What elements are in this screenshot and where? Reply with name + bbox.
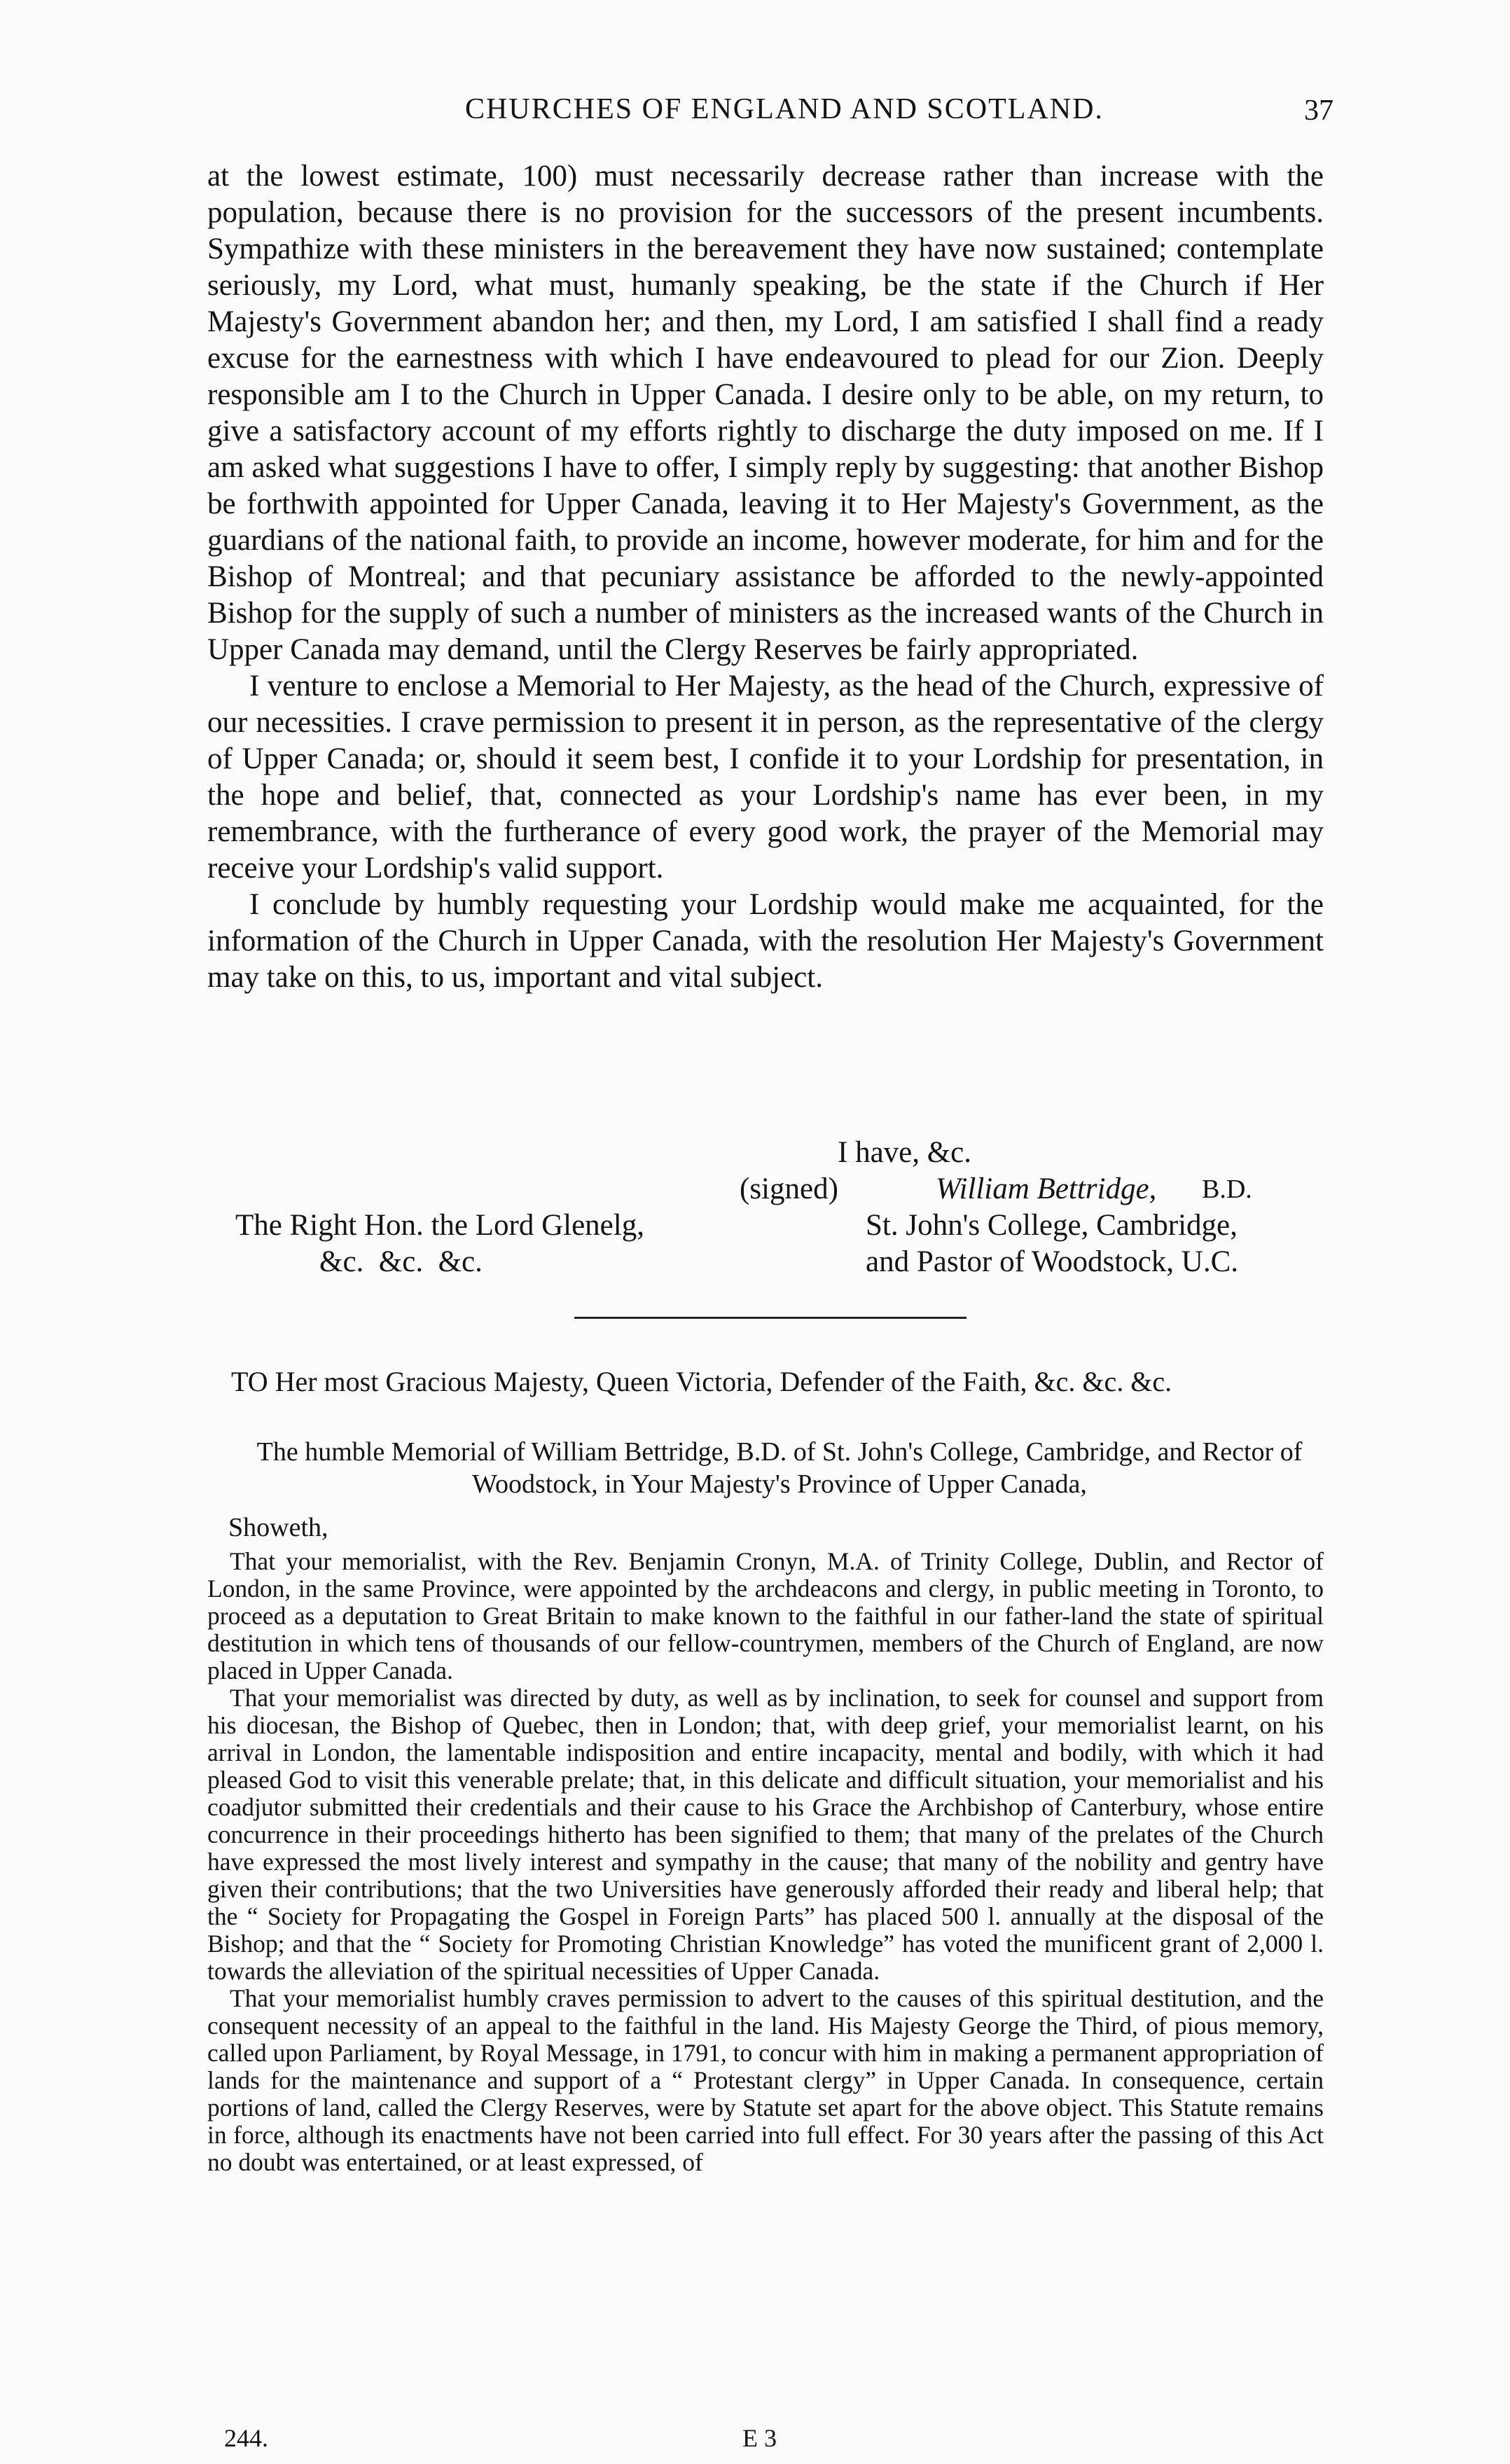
letter-paragraph: I venture to enclose a Memorial to Her Majesty, as the head of the Church, expressive of our necessities. I crave permission to present it in person, as the representative of the clergy of Upper Canada; or, should it seem best, I confide it to your Lordship for presentation, in the hope and belief, that, connected as your Lordship's name has ever been, in my remembrance, with the furtherance of every good work, the prayer of the Memorial may receive your Lordship's valid support.	[207, 670, 1324, 885]
page-number: 37	[1304, 95, 1334, 127]
memorial-paragraph: That your memorialist humbly craves permission to advert to the causes of this spiritual destitution, and the consequent necessity of an appeal to the faithful in the land. His Majesty George the Third, of pious memory, called upon Parliament, by Royal Message, in 1791, to concur with him in making a permanent appropriation of lands for the maintenance and support of a “ Protestant clergy” in Upper Canada. In consequence, certain portions of land, called the Clergy Reserves, were by Statute set apart for the above object. This Statute remains in force, although its enactments have not been carried into full effect. For 30 years after the passing of this Act no doubt was entertained, or at least expressed, of	[207, 1984, 1324, 2176]
signatory-degree: B.D.	[1202, 1175, 1252, 1204]
memorial-paragraph: That your memorialist, with the Rev. Benjamin Cronyn, M.A. of Trinity College, Dublin, and Rector of London, in the same Province, were appointed by the archdeacons and clergy, in public meeting in Toronto, to proceed as a deputation to Great Britain to make known to the faithful in our father-land the state of spiritual destitution in which tens of thousands of our fellow-countrymen, members of the Church of England, are now placed in Upper Canada.	[207, 1547, 1324, 1684]
addressee: The Right Hon. the Lord Glenelg,	[235, 1209, 644, 1242]
page-footer	[0, 2423, 1510, 2458]
letter-paragraph: I conclude by humbly requesting your Lordship would make me acquainted, for the information of the Church in Upper Canada, with the resolution Her Majesty's Government may take on this, to us, important and vital subject.	[207, 888, 1324, 994]
section-rule	[574, 1317, 967, 1319]
footer-left: 244.	[224, 2424, 268, 2452]
page-header	[0, 92, 1510, 141]
addressee-etc: &c. &c. &c.	[319, 1245, 483, 1278]
letter-body	[207, 158, 1324, 996]
signed-label: (signed)	[740, 1172, 838, 1205]
signature-block	[207, 1135, 1324, 1278]
signature-mark: E 3	[742, 2424, 777, 2452]
signatory-college: St. John's College, Cambridge,	[866, 1209, 1238, 1242]
closing: I have, &c.	[838, 1136, 972, 1169]
memorial-body	[207, 1548, 1324, 2176]
memorial-title: The humble Memorial of William Bettridge, B.D. of St. John's College, Cambridge, and Rector of Woodstock, in Your Majesty's Province of Upper Canada,	[256, 1437, 1303, 1499]
memorial-paragraph: That your memorialist was directed by duty, as well as by inclination, to seek for counsel and support from his diocesan, the Bishop of Quebec, then in London; that, with deep grief, your memorialist learnt, on his arrival in London, the lamentable indisposition and entire incapacity, mental and bodily, with which it had pleased God to visit this venerable prelate; that, in this delicate and difficult situation, your memorialist and his coadjutor submitted their credentials and their cause to his Grace the Archbishop of Canterbury, whose entire concurrence in their proceedings hitherto has been signified to them; that many of the prelates of the Church have expressed the most lively interest and sympathy in the cause; that many of the nobility and gentry have given their contributions; that the two Universities have generously afforded their ready and liberal help; that the “ Society for Propagating the Gospel in Foreign Parts” has placed 500 l. annually at the disposal of the Bishop; and that the “ Society for Promoting Christian Knowledge” has voted the munificent grant of 2,000 l. towards the alleviation of the spiritual necessities of Upper Canada.	[207, 1684, 1324, 1985]
memorial-dedication: TO Her most Gracious Majesty, Queen Victoria, Defender of the Faith, &c. &c. &c.	[231, 1366, 1172, 1397]
signatory-pastor: and Pastor of Woodstock, U.C.	[866, 1245, 1239, 1278]
running-head: CHURCHES OF ENGLAND AND SCOTLAND.	[465, 93, 1104, 125]
signatory-name: William Bettridge,	[936, 1172, 1157, 1205]
letter-paragraph: at the lowest estimate, 100) must necessarily decrease rather than increase with the population, because there is no provision for the successors of the present incumbents. Sympathize with these ministers in the bereavement they have now sustained; contemplate seriously, my Lord, what must, humanly speaking, be the state if the Church if Her Majesty's Government abandon her; and then, my Lord, I am satisfied I shall find a ready excuse for the earnestness with which I have endeavoured to plead for our Zion. Deeply responsible am I to the Church in Upper Canada. I desire only to be able, on my return, to give a satisfactory account of my efforts rightly to discharge the duty imposed on me. If I am asked what suggestions I have to offer, I simply reply by suggesting: that another Bishop be forthwith appointed for Upper Canada, leaving it to Her Majesty's Government, as the guardians of the national faith, to provide an income, however moderate, for him and for the Bishop of Montreal; and that pecuniary assistance be afforded to the newly-appointed Bishop for the supply of such a number of ministers as the increased wants of the Church in Upper Canada may demand, until the Clergy Reserves be fairly appropriated.	[207, 160, 1324, 666]
memorial-showeth: Showeth,	[228, 1513, 328, 1542]
